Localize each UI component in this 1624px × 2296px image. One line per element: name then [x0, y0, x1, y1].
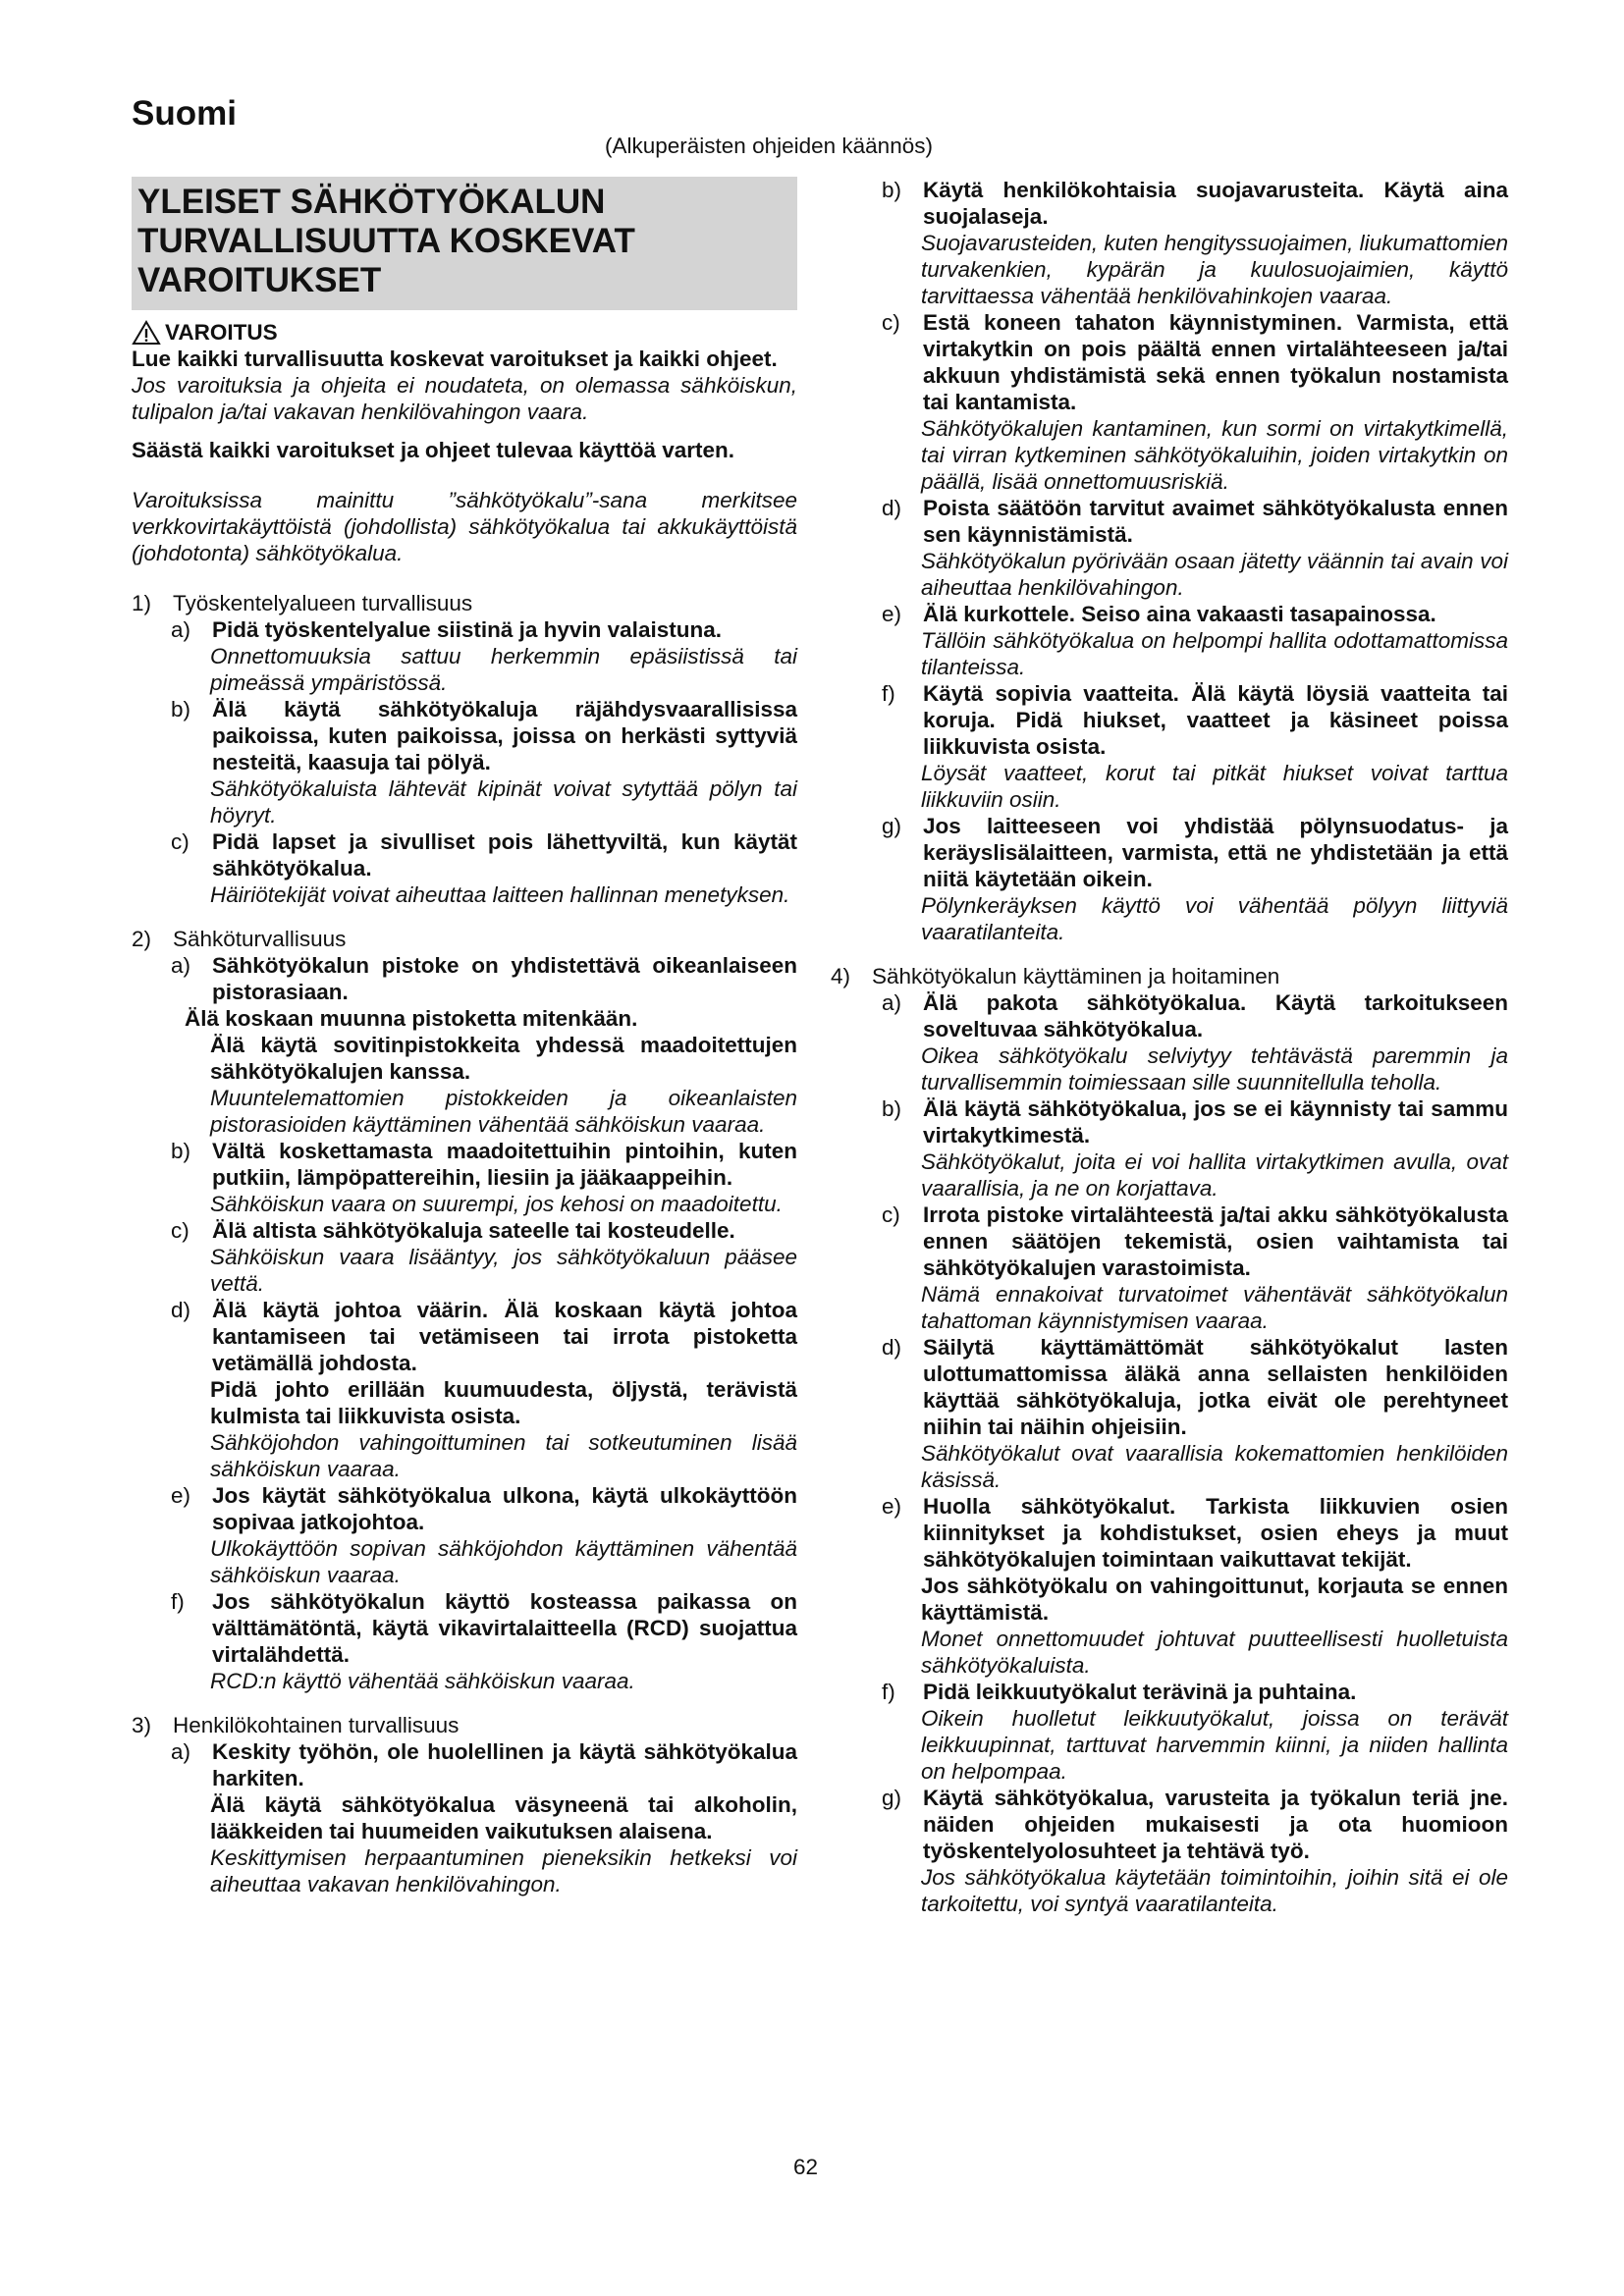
item-bold: Irrota pistoke virtalähteestä ja/tai akku sähkötyökalusta ennen säätöjen tekemistä, osien vaihtamista tai sähkötyökalujen varastoimista. [923, 1202, 1508, 1280]
item-bold: Älä pakota sähkötyökalua. Käytä tarkoitukseen soveltuvaa sähkötyökalua. [923, 990, 1508, 1041]
item-label: c) [171, 829, 189, 854]
item-bold: Älä koskaan muunna pistoketta mitenkään. [185, 1006, 638, 1031]
item-note: Pölynkeräyksen käyttö voi vähentää pölyyn liittyviä vaaratilanteita. [921, 893, 1508, 944]
item-label: g) [882, 814, 902, 838]
item-label: f) [882, 1680, 895, 1704]
item-label: c) [171, 1218, 189, 1243]
item-note: Sähkötyökalujen kantaminen, kun sormi on virtakytkimellä, tai virran kytkeminen sähkötyökaluihin, joiden virtakytkin on päällä, lisää onnettomuusriskiä. [921, 416, 1508, 494]
item-label: c) [882, 310, 900, 335]
warning-heading [132, 320, 797, 346]
section-number: 4) [831, 964, 851, 988]
language-heading: Suomi [132, 94, 237, 133]
list-item [882, 177, 1508, 230]
list-item [171, 1588, 797, 1668]
item-bold: Älä käytä sähkötyökalua, jos se ei käynnisty tai sammu virtakytkimestä. [923, 1096, 1508, 1148]
item-bold: Älä kurkottele. Seiso aina vakaasti tasapainossa. [923, 602, 1436, 626]
item-note: Oikein huolletut leikkuutyökalut, joissa on terävät leikkuupinnat, tarttuvat harvemmin kiinni, ja niiden hallinta on helpompaa. [921, 1706, 1508, 1784]
item-note: Muuntelemattomien pistokkeiden ja oikeanlaisten pistorasioiden käyttäminen vähentää sähköiskun vaaraa. [210, 1086, 797, 1137]
item-bold: Älä käytä sähkötyökalua väsyneenä tai alkoholin, lääkkeiden tai huumeiden vaikutuksen alaisena. [210, 1792, 797, 1843]
item-label: e) [171, 1483, 191, 1508]
item-note: Keskittymisen herpaantuminen pieneksikin hetkeksi voi aiheuttaa vakavan henkilövahingon. [210, 1845, 797, 1896]
item-bold: Älä käytä sähkötyökaluja räjähdysvaarallisissa paikoissa, kuten paikoissa, joissa on herkästi syttyviä nesteitä, kaasuja tai pölyä. [212, 697, 797, 774]
item-note: Jos sähkötyökalua käytetään toimintoihin, joihin sitä ei ole tarkoitettu, voi syntyä vaaratilanteita. [921, 1865, 1508, 1916]
item-bold: Jos käytät sähkötyökalua ulkona, käytä ulkokäyttöön sopivaa jatkojohtoa. [212, 1483, 797, 1534]
right-column [831, 177, 1508, 1917]
list-item [882, 813, 1508, 892]
item-label: b) [882, 1096, 902, 1121]
section-1-heading [132, 590, 797, 616]
item-bold: Älä altista sähkötyökaluja sateelle tai kosteudelle. [212, 1218, 735, 1243]
item-note: Suojavarusteiden, kuten hengityssuojaimen, liukumattomien turvakenkien, kypärän ja kuulosuojaimien, käyttö tarvittaessa vähentää henkilövahinkojen vaaraa. [921, 231, 1508, 308]
title-line: TURVALLISUUTTA KOSKEVAT [137, 222, 635, 260]
item-label: a) [882, 990, 902, 1015]
list-item [171, 616, 797, 643]
list-item [171, 1297, 797, 1376]
translation-note: (Alkuperäisten ohjeiden käännös) [605, 133, 933, 158]
item-note: Onnettomuuksia sattuu herkemmin epäsiistissä tai pimeässä ympäristössä. [210, 644, 797, 695]
list-item [882, 1785, 1508, 1864]
item-bold: Keskity työhön, ole huolellinen ja käytä sähkötyökalua harkiten. [212, 1739, 797, 1790]
item-bold: Sähkötyökalun pistoke on yhdistettävä oikeanlaiseen pistorasiaan. [212, 953, 797, 1004]
item-bold: Pidä lapset ja sivulliset pois lähettyviltä, kun käytät sähkötyökalua. [212, 829, 797, 881]
item-label: b) [882, 178, 902, 202]
page-number: 62 [793, 2155, 819, 2179]
title-line: VAROITUKSET [137, 261, 382, 299]
list-item [882, 601, 1508, 627]
item-bold: Käytä sähkötyökalua, varusteita ja työkalun teriä jne. näiden ohjeiden mukaisesti ja ota huomioon työskentelyolosuhteet ja tehtävä työ. [923, 1786, 1508, 1863]
item-bold: Pidä johto erillään kuumuudesta, öljystä, terävistä kulmista tai liikkuvista osista. [210, 1377, 797, 1428]
item-label: e) [882, 602, 902, 626]
item-note: Häiriötekijät voivat aiheuttaa laitteen hallinnan menetyksen. [210, 882, 790, 907]
item-bold: Säilytä käyttämättömät sähkötyökalut lasten ulottumattomissa äläkä anna sellaisten henkilöiden käyttää sähkötyökaluja, jotka eivät ole perehtyneet niihin tai näihin ohjeisiin. [923, 1335, 1508, 1439]
item-label: e) [882, 1494, 902, 1519]
item-note: Sähkötyökalun pyörivään osaan jätetty väännin tai avain voi aiheuttaa henkilövahingon. [921, 549, 1508, 600]
item-label: a) [171, 617, 191, 642]
list-item [882, 1334, 1508, 1440]
item-bold: Poista säätöön tarvitut avaimet sähkötyökalusta ennen sen käynnistämistä. [923, 496, 1508, 547]
warning-read-all: Lue kaikki turvallisuutta koskevat varoitukset ja kaikki ohjeet. [132, 347, 778, 371]
item-note: Sähköjohdon vahingoittuminen tai sotkeutuminen lisää sähköiskun vaaraa. [210, 1430, 797, 1481]
item-note: Sähkötyökaluista lähtevät kipinät voivat sytyttää pölyn tai höyryt. [210, 776, 797, 828]
item-label: c) [882, 1202, 900, 1227]
warning-keep: Säästä kaikki varoitukset ja ohjeet tulevaa käyttöä varten. [132, 438, 735, 462]
title-line: YLEISET SÄHKÖTYÖKALUN [137, 183, 606, 221]
list-item [882, 495, 1508, 548]
list-item [171, 952, 797, 1005]
list-item [171, 1482, 797, 1535]
item-bold: Huolla sähkötyökalut. Tarkista liikkuvien osien kiinnitykset ja kohdistukset, osien eheys ja muut sähkötyökalujen toimintaan vaikuttavat tekijät. [923, 1494, 1508, 1572]
item-label: a) [171, 953, 191, 978]
item-label: d) [882, 1335, 902, 1360]
list-item [882, 989, 1508, 1042]
item-bold: Älä käytä sovitinpistokkeita yhdessä maadoitettujen sähkötyökalujen kanssa. [210, 1033, 797, 1084]
item-note: RCD:n käyttö vähentää sähköiskun vaaraa. [210, 1669, 635, 1693]
section-number: 2) [132, 927, 152, 951]
list-item [171, 1738, 797, 1791]
list-item [882, 1493, 1508, 1573]
item-note: Löysät vaatteet, korut tai pitkät hiukset voivat tarttua liikkuviin osiin. [921, 761, 1508, 812]
warning-definition: Varoituksissa mainittu ”sähkötyökalu”-sana merkitsee verkkovirtakäyttöistä (johdollista) sähkötyökalua tai akkukäyttöistä (johdotonta) sähkötyökalua. [132, 488, 797, 565]
item-bold: Älä käytä johtoa väärin. Älä koskaan käytä johtoa kantamiseen tai vetämiseen tai irrota pistoketta vetämällä johdosta. [212, 1298, 797, 1375]
item-label: d) [882, 496, 902, 520]
item-bold: Estä koneen tahaton käynnistyminen. Varmista, että virtakytkin on pois päältä ennen virtalähteeseen ja/tai akkuun yhdistämistä sekä ennen työkalun nostamista tai kantamista. [923, 310, 1508, 414]
item-note: Oikea sähkötyökalu selviytyy tehtävästä paremmin ja turvallisemmin toimiessaan sille suunnitellulla teholla. [921, 1043, 1508, 1095]
item-label: a) [171, 1739, 191, 1764]
list-item [882, 309, 1508, 415]
item-bold: Vältä koskettamasta maadoitettuihin pintoihin, kuten putkiin, lämpöpattereihin, liesiin ja jääkaappeihin. [212, 1139, 797, 1190]
item-note: Sähköiskun vaara lisääntyy, jos sähkötyökaluun pääsee vettä. [210, 1245, 797, 1296]
warning-label: VAROITUS [165, 320, 278, 345]
section-4-heading [831, 963, 1508, 989]
item-note: Monet onnettomuudet johtuvat puutteellisesti huolletuista sähkötyökaluista. [921, 1627, 1508, 1678]
item-note: Ulkokäyttöön sopivan sähköjohdon käyttäminen vähentää sähköiskun vaaraa. [210, 1536, 797, 1587]
item-note: Sähkötyökalut ovat vaarallisia kokemattomien henkilöiden käsissä. [921, 1441, 1508, 1492]
section-title: Henkilökohtainen turvallisuus [173, 1713, 460, 1737]
list-item [882, 1201, 1508, 1281]
left-column [132, 177, 797, 1897]
item-bold: Käytä sopivia vaatteita. Älä käytä löysiä vaatteita tai koruja. Pidä hiukset, vaatteet ja käsineet poissa liikkuvista osista. [923, 681, 1508, 759]
list-item [882, 680, 1508, 760]
section-number: 3) [132, 1713, 152, 1737]
section-title: Sähköturvallisuus [173, 927, 347, 951]
item-bold: Jos sähkötyökalun käyttö kosteassa paikassa on välttämätöntä, käytä vikavirtalaitteella (RCD) suojattua virtalähdettä. [212, 1589, 797, 1667]
item-label: f) [171, 1589, 185, 1614]
item-note: Sähkötyökalut, joita ei voi hallita virtakytkimen avulla, ovat vaarallisia, ja ne on korjattava. [921, 1149, 1508, 1201]
item-label: b) [171, 697, 191, 721]
section-title: Sähkötyökalun käyttäminen ja hoitaminen [872, 964, 1280, 988]
item-label: b) [171, 1139, 191, 1163]
list-item [171, 696, 797, 775]
list-item [882, 1095, 1508, 1148]
warning-consequence: Jos varoituksia ja ohjeita ei noudateta, on olemassa sähköiskun, tulipalon ja/tai vakavan henkilövahingon vaara. [132, 373, 797, 424]
item-label: f) [882, 681, 895, 706]
item-label: d) [171, 1298, 191, 1322]
item-bold: Pidä leikkuutyökalut terävinä ja puhtaina. [923, 1680, 1357, 1704]
section-3-heading [132, 1712, 797, 1738]
item-note: Sähköiskun vaara on suurempi, jos kehosi on maadoitettu. [210, 1192, 783, 1216]
section-title-box [132, 177, 797, 310]
item-bold: Pidä työskentelyalue siistinä ja hyvin valaistuna. [212, 617, 722, 642]
item-label: g) [882, 1786, 902, 1810]
list-item [882, 1679, 1508, 1705]
item-bold: Jos laitteeseen voi yhdistää pölynsuodatus- ja keräyslisälaitteen, varmista, että ne yhdistetään ja että niitä käytetään oikein. [923, 814, 1508, 891]
section-title: Työskentelyalueen turvallisuus [173, 591, 473, 615]
list-item [171, 828, 797, 881]
list-item [171, 1217, 797, 1244]
item-note: Nämä ennakoivat turvatoimet vähentävät sähkötyökalun tahattoman käynnistymisen vaaraa. [921, 1282, 1508, 1333]
warning-triangle-icon [132, 320, 161, 346]
list-item [171, 1138, 797, 1191]
item-note: Tällöin sähkötyökalua on helpompi hallita odottamattomissa tilanteissa. [921, 628, 1508, 679]
item-bold: Käytä henkilökohtaisia suojavarusteita. Käytä aina suojalaseja. [923, 178, 1508, 229]
section-number: 1) [132, 591, 152, 615]
item-bold: Jos sähkötyökalu on vahingoittunut, korjauta se ennen käyttämistä. [921, 1574, 1508, 1625]
section-2-heading [132, 926, 797, 952]
